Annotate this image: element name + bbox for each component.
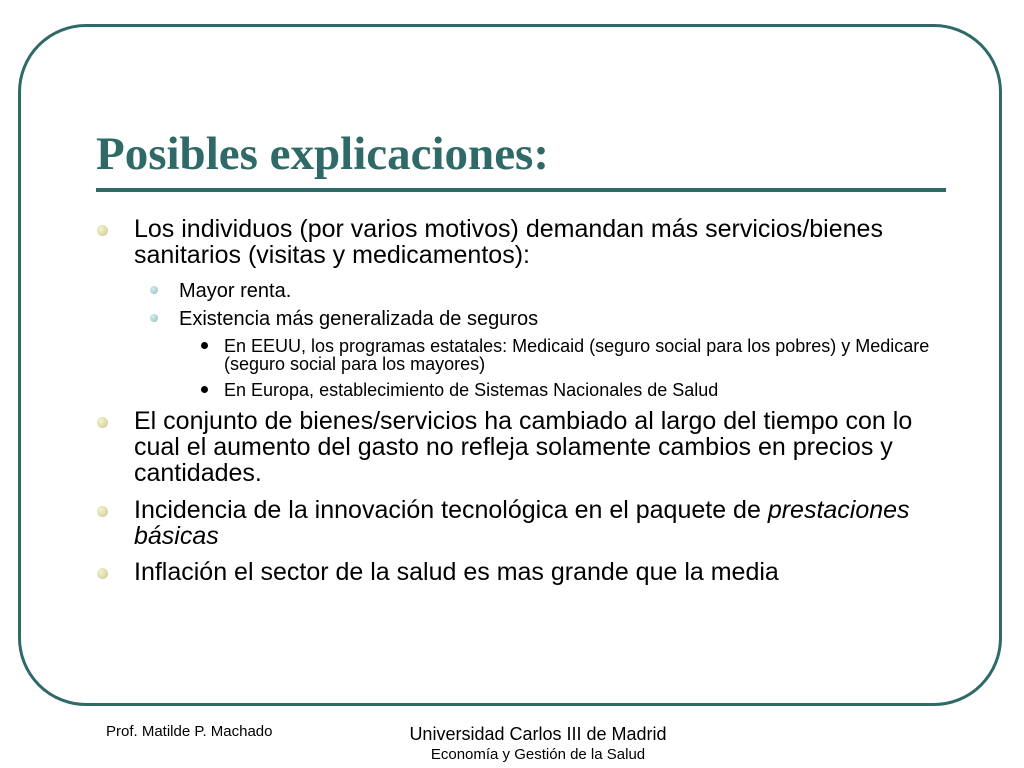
- footer-institution-block: [388, 724, 688, 764]
- bullet-item-2: [134, 408, 964, 486]
- bullet-italic-text: prestaciones básicas: [134, 496, 910, 550]
- bullet-item-3: [134, 497, 964, 549]
- bullet-item-4: [134, 559, 964, 585]
- bullet-level1-icon: [97, 417, 108, 428]
- footer-course: Economía y Gestión de la Salud: [430, 746, 646, 763]
- bullet-text: El conjunto de bienes/servicios ha cambiado al largo del tiempo con lo cual el aumento del gasto no refleja solamente cambios en precios y cantidades.: [134, 407, 913, 487]
- bullet-level1-icon: [97, 568, 108, 579]
- bullet-text: Incidencia de la innovación tecnológica en el paquete de: [134, 496, 761, 524]
- footer-institution: Universidad Carlos III de Madrid: [409, 724, 667, 744]
- sub-bullet-text: Mayor renta.: [179, 280, 292, 302]
- sub-sub-bullet-item-1: [224, 337, 944, 373]
- sub-sub-bullet-text: En EEUU, los programas estatales: Medicaid (seguro social para los pobres) y Medicare (seguro social para los mayores): [224, 336, 930, 374]
- bullet-level1-icon: [97, 225, 108, 236]
- bullet-level3-icon: [201, 386, 208, 393]
- sub-sub-bullet-item-2: [224, 381, 944, 399]
- bullet-level2-icon: [150, 286, 158, 294]
- sub-bullet-text: Existencia más generalizada de seguros: [179, 308, 539, 330]
- bullet-level1-icon: [97, 506, 108, 517]
- sub-bullet-item-1: [179, 279, 939, 303]
- bullet-text: Los individuos (por varios motivos) demandan más servicios/bienes sanitarios (visitas y medicamentos):: [134, 215, 883, 269]
- sub-bullet-item-2: [179, 307, 939, 331]
- bullet-level2-icon: [150, 314, 158, 322]
- bullet-text: Inflación el sector de la salud es mas grande que la media: [134, 558, 779, 586]
- bullet-level3-icon: [201, 342, 208, 349]
- footer-author: Prof. Matilde P. Machado: [106, 723, 273, 740]
- bullet-item-1: [134, 216, 964, 268]
- sub-sub-bullet-text: En Europa, establecimiento de Sistemas Nacionales de Salud: [224, 380, 719, 400]
- slide-title: Posibles explicaciones:: [96, 128, 549, 180]
